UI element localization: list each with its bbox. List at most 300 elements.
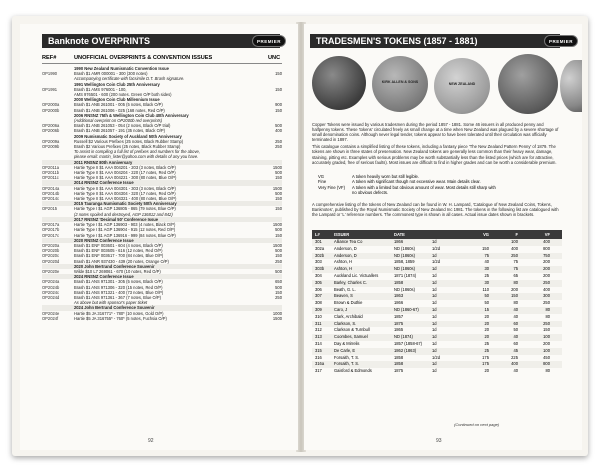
ref-cell: OP2024d [42,294,60,300]
ref-cell: OP2017c [42,232,60,238]
desc-cell: (Additional overprint on OP2000b red overprints) [74,118,163,124]
premier-logo-right: PREMIER [544,35,578,47]
lnum-cell: 302b [315,252,325,258]
token-row [312,334,562,341]
unc-cell: 150 [275,175,282,181]
issuer-cell: Anderson, D [334,252,357,258]
desc-cell: Brash $1 ANS 971361 - 367 (7 notes, Blue O/P) [74,294,161,300]
date-cell: 1858 [394,354,404,360]
desc-cell: Brash $2 Various Prefixes (25 notes, Black Rubber Stamp) [74,144,181,150]
vf-price-cell: 800 [543,245,550,251]
page-number-left: 92 [148,438,154,444]
grade-description: no obvious defects. [352,189,389,195]
date-cell: 1858 [394,361,404,367]
date-cell: 1862 (1863) [394,347,417,353]
desc-cell: Hartie Type II $1 AAA 004204 - 220 (17 notes, Red O/P) [74,170,176,176]
grade-label: Very Fine (VF) [318,184,345,190]
desc-cell: Wilde $10 L7 269061 - 670 (10 notes, Red O/P) [74,268,161,274]
desc-cell: Brash $1 ANB 261053 - 054 (2 notes, Black O/P trial) [74,123,171,129]
tokens-table-header [312,230,562,239]
desc-cell: 2024 RNSNZ Conference Issue [74,274,134,280]
date-cell: 1865 [394,327,404,333]
issuer-cell: Forsaith, T. S. [334,361,360,367]
f-price-cell: 75 [513,259,518,265]
desc-cell: Brash $1 ANS 971321 - 400 (73 notes, Blue O/P) [74,289,164,295]
vg-price-cell: 50 [484,300,489,306]
col-issuer: ISSUER [334,232,350,237]
ref-cell: OP2024a [42,279,60,285]
desc-cell: AMS 976501 - 600 (200 notes. Green O/P both sides) [74,92,172,98]
f-price-cell: 40 [513,334,518,340]
unc-cell: 1000 [272,310,282,316]
unc-cell: 500 [275,268,282,274]
desc-cell: 2015 Tauranga Numismatic Society 50th Anniversary [74,201,177,207]
desc-cell: 1990 New Zealand Numismatic Convention Issue [74,66,169,71]
lnum-cell: 310 [315,313,322,319]
token-row [312,273,562,280]
ref-cell: OP2009b [42,144,60,150]
date-cell: 1858 [394,279,404,285]
col-vf: VF [544,232,550,237]
vf-price-cell: 250 [543,300,550,306]
premier-logo: PREMIER [252,35,286,47]
token-row [312,348,562,355]
desc-cell: Brash $1 ANB 261006 - 025 (168 notes, Red O/P) [74,107,165,113]
denomination-cell: 1d [432,293,437,299]
lnum-cell: 317 [315,368,322,374]
issuer-cell: Brown & Duthie [334,300,363,306]
token-row [312,355,562,362]
desc-cell: 2017 RNSNZ 'Decimal 50' Conference Issue [74,216,159,222]
lnum-cell: 307 [315,293,322,299]
issuer-cell: Beaven, S [334,293,353,299]
denomination-cell: 1d [432,320,437,326]
unc-cell: 250 [275,294,282,300]
unc-cell: 150 [275,289,282,295]
desc-cell: 2024 John Bertrand Conference Souvenir [74,305,155,311]
issuer-cell: Clark, Archibald [334,313,363,319]
date-cell: ND (1860s) [394,266,415,272]
issuer-cell: Anderson, D [334,245,357,251]
ref-cell: OP2006b [42,128,60,134]
issuer-cell: De Carle, E [334,347,356,353]
vg-price-cell: 20 [484,320,489,326]
token-row [312,287,562,294]
desc-cell: 2011 RNSNZ 80th Anniversary [74,159,133,165]
unc-cell: 500 [275,284,282,290]
desc-cell: Brash $1 AMR 000001 - 300 (300 notes) [74,71,148,77]
token-row [312,259,562,266]
unc-cell: 1500 [272,164,282,170]
vg-price-cell: 20 [484,327,489,333]
token-row [312,253,562,260]
denomination-cell: 1d [432,327,437,333]
date-cell: 1866 [394,300,404,306]
unc-cell: 500 [275,170,282,176]
issuer-cell: Clarkson & Turnbull [334,327,370,333]
unc-cell: 250 [275,258,282,264]
token-photos [312,54,574,118]
issuer-cell: Gaisford & Edmonds [334,368,372,374]
page-number-right: 93 [436,438,442,444]
desc-cell: Hartie Type I $1 AGP 136903 - 903 (4 notes, Black O/P) [74,222,176,228]
grade-label: Fine [318,179,327,185]
denomination-cell: 1d [432,266,437,272]
desc-cell: Brash $1 ENF 003617 - 700 (84 notes, Blue O/P) [74,253,164,259]
vf-price-cell: 300 [543,293,550,299]
denomination-cell: 1d [432,368,437,374]
token-row [312,314,562,321]
unc-cell: 900 [275,102,282,108]
token-row [312,300,562,307]
ref-cell: OP2014c [42,196,60,202]
lnum-cell: 315 [315,347,322,353]
ref-cell: OP2020a [42,242,60,248]
ref-cell: OP2020d [42,258,60,264]
ref-cell: OP2000b [42,107,60,113]
desc-cell: Brash $1 ANS 971301 - 305 (5 notes, Black O/P) [74,279,163,285]
f-price-cell: 60 [513,320,518,326]
issuer-cell: Forsaith, T. S. [334,354,360,360]
right-section-title: TRADESMEN'S TOKENS (1857 - 1881) [310,34,560,48]
ref-cell: OP2006a [42,123,60,129]
desc-cell: Brash $1 ENF 003605 - 616 (12 notes, Red O/P) [74,248,163,254]
vg-price-cell: 20 [484,334,489,340]
grade-description: A token heavily worn but still legible. [352,174,420,179]
date-cell: 1857 [394,313,404,319]
ref-cell: OP2020b [42,248,60,254]
desc-cell: Hartie Type II $1 AAA 004301 - 303 (3 notes, Black O/P) [74,185,176,191]
issuer-cell: Beath, G. L. [334,286,356,292]
denomination-cell: 1d [432,334,437,340]
intro-paragraph: This catalogue contains a simplified listing of these tokens, including a fantasy piece 'The New Zealand Pattern Penny' of 1879. The tokens are shown in three states of preservation. New Zealand tokens are generally less common than their heavy wear, damage, staining, pitting etc. Examples with serious problems may be worth substantially less than the listed prices (which are for attractive, accurately graded, free of serious faults). Most issues are difficult to find in higher grades and can be worth a considerable premium. [312,144,557,165]
f-price-cell: 200 [511,286,518,292]
overprints-table-header [42,54,282,64]
lnum-cell: 316a [315,361,325,367]
desc-cell: 2009 Numismatic Society of Auckland 50th Anniversary [74,133,182,139]
vf-price-cell: 150 [543,327,550,333]
f-price-cell: 250 [511,252,518,258]
vg-price-cell: 25 [484,340,489,346]
ref-cell: OP2014b [42,190,60,196]
unc-cell: 150 [275,232,282,238]
vf-price-cell: 200 [543,259,550,265]
date-cell: ND (1860s) [394,286,415,292]
vg-price-cell: 25 [484,272,489,278]
unc-cell: 150 [275,196,282,202]
f-price-cell: 225 [511,354,518,360]
lnum-cell: 302a [315,245,325,251]
lnum-cell: 311 [315,320,322,326]
f-price-cell: 75 [513,266,518,272]
token-image [498,54,558,114]
ref-cell: OP2024c [42,289,60,295]
issuer-cell: Auckland Lic. Victuallers [334,272,379,278]
vg-price-cell: 150 [482,245,489,251]
f-price-cell: 65 [513,272,518,278]
date-cell: 1863 [394,293,404,299]
right-page [304,24,582,450]
vf-price-cell: 80 [545,313,550,319]
f-price-cell: 100 [511,239,518,244]
issuer-cell: Ashton, H [334,259,352,265]
desc-cell: please email: martin_lister@yahoo.com with details of any you have. [74,154,199,160]
desc-column-header: UNOFFICIAL OVERPRINTS & CONVENTION ISSUES [74,55,213,61]
vg-price-cell: 40 [484,259,489,265]
f-price-cell: 45 [513,347,518,353]
desc-cell: Accompanying certificate with facsimile D.T. Brash signature. [74,76,185,82]
f-price-cell: 40 [513,306,518,312]
token-image: KIRK ALLEN & SONS [372,56,428,112]
lnum-cell: 303 [315,259,322,265]
col-date: DATE [394,232,405,237]
denomination-cell: 1d [432,347,437,353]
desc-cell: Hartie Type I $1 AGP 136916 - 999 (84 notes, Blue O/P) [74,232,176,238]
vf-price-cell: 100 [543,347,550,353]
vf-price-cell: 750 [543,252,550,258]
vf-price-cell: 400 [543,239,550,244]
unc-column-header: UNC [268,55,281,61]
tokens-table [312,230,562,375]
catalogue-reference-note: A comprehensive listing of the tokens of New Zealand can be found in W. H. Lampard, 'Catalogue of New Zealand Coins, Tokens, Banknotes', published by the Royal Numismatic Society of New Zealand Inc 1981. The tokens in the following list are catalogued with the Lampard or 'L' reference numbers. The commonest type is shown in all cases. Actual issue dates shown in brackets. [312,202,559,218]
token-row [312,327,562,334]
desc-cell: Hartie Type I $1 AGP 136805 - 865 (79 notes, Blue O/P) [74,206,176,212]
continued-note: (Continued on next page) [454,422,500,427]
ref-cell: OP2020c [42,253,60,259]
date-cell: 1871 (1874) [394,272,417,278]
left-page [20,24,298,450]
tokens-table-body [312,239,562,375]
f-price-cell: 40 [513,313,518,319]
desc-cell: Brash $1 ANB 261001 - 005 (5 notes, Black O/P) [74,102,163,108]
denomination-cell: 1d [432,340,437,346]
vg-price-cell: 175 [482,354,489,360]
denomination-cell: 1/2d [432,354,440,360]
token-image: NEW ZEALAND [434,58,490,114]
desc-cell: 1991 Wellington Coin Club 25th Anniversary [74,81,160,87]
unc-cell: 250 [275,138,282,144]
f-price-cell: 400 [511,245,518,251]
date-cell: ND (1874) [394,334,413,340]
intro-paragraph: Copper Tokens were issued by various tradesmen during the period 1857 - 1881. Some 46 issuers in all produced penny and halfpenny tokens. These 'tokens' circulated freely as small change at a time when New Zealand was plagued by a severe shortage of small denomination coins. Although never legal tender, tokens appear to have been tolerated until their circulation was officially terminated in 1897. [312,122,559,143]
vg-price-cell: 175 [482,361,489,367]
denomination-cell: 1/2d [432,259,440,265]
date-cell: ND (1860-67) [394,306,419,312]
vg-price-cell: 20 [484,368,489,374]
f-price-cell: 40 [513,368,518,374]
desc-cell: Hartie $5 JA 316771* - 780* (10 notes, Gold O/P) [74,310,164,316]
ref-cell: OP2009a [42,138,60,144]
ref-cell: OP2011c [42,175,59,181]
unc-cell: 150 [275,206,282,212]
ref-cell: OP2024f [42,315,59,321]
denomination-cell: 1d [432,300,437,306]
desc-cell: Hartie $5 JA 316755* - 760* (5 notes, Fuchsia O/P) [74,315,167,321]
ref-cell: OP2011b [42,170,59,176]
vf-price-cell: 800 [543,361,550,367]
lnum-cell: 305 [315,279,322,285]
unc-cell: 650 [275,279,282,285]
unc-cell: 250 [275,144,282,150]
desc-cell: 2020 John Bertrand Conference Souvenir [74,263,155,269]
open-book [12,16,588,456]
col-vg: VG [483,232,489,237]
f-price-cell: 50 [513,327,518,333]
issuer-cell: Barley, Charles C. [334,279,367,285]
ref-cell: OP2024b [42,284,60,290]
ref-cell: OP2000a [42,102,60,108]
date-cell: 1875 [394,368,404,374]
vf-price-cell: 450 [543,354,550,360]
vf-price-cell: 200 [543,266,550,272]
denomination-cell: 1d [432,361,437,367]
desc-cell: Russell $2 Various Prefixes (25 notes, Black Rubber Stamp) [74,138,184,144]
desc-cell: Brash $1 ANB 261057 - 191 (35 notes, Black O/P) [74,128,166,134]
ref-cell: OP2024e [42,310,60,316]
ref-cell: OP1990 [42,71,58,77]
desc-cell: As above but with sponsor's paper ticket [74,300,148,306]
lnum-cell: 304 [315,272,322,278]
denomination-cell: 1/2d [432,245,440,251]
vf-price-cell: 80 [545,306,550,312]
grade-description: A token with significant though not excessive wear. Main details clear. [352,179,481,185]
unc-cell: 500 [275,227,282,233]
desc-cell: Hartie Type II $1 AAA 004201 - 203 (3 notes, Black O/P) [74,164,176,170]
vg-price-cell: 25 [484,347,489,353]
token-image [560,60,582,112]
desc-cell: Brash $1 ANS 971306 - 320 (15 notes, Red O/P) [74,284,163,290]
desc-cell: 2014 RNSNZ Conference Issue [74,180,134,186]
lnum-cell: 313 [315,334,322,340]
tokens-introduction [312,122,562,167]
f-price-cell: 80 [513,300,518,306]
ref-cell: OP2017a [42,222,60,228]
desc-cell: To assist in compiling a full list of prefixes and numbers for the above, [74,149,200,155]
token-row [312,307,562,314]
vg-price-cell: 75 [484,252,489,258]
issuer-cell: Alliance Tea Co [334,239,363,244]
ref-column-header: REF# [42,55,57,61]
ref-cell: OP2020e [42,268,60,274]
lnum-cell: 309 [315,306,322,312]
f-price-cell: 80 [513,279,518,285]
grade-description: A token with a limited but obvious amount of wear. Most details still sharp with [352,184,496,190]
denomination-cell: 1d [432,286,437,292]
issuer-cell: Caro, J [334,306,348,312]
vf-price-cell: 100 [543,334,550,340]
token-row [312,368,562,375]
overprints-list [42,66,282,321]
unc-cell: 150 [275,253,282,259]
desc-cell: Brash $1 ANR 937430 - 439 (20 notes, Orange O/P) [74,258,169,264]
lnum-cell: 314 [315,340,322,346]
token-row [312,239,562,246]
desc-cell: 2006 RNSNZ 75th & Wellington Coin Club 40th Anniversary [74,112,189,118]
grade-label: VG [318,174,325,179]
token-row [312,280,562,287]
denomination-cell: 1d [432,313,437,319]
vf-price-cell: 80 [545,368,550,374]
token-row [312,361,562,368]
token-row [312,293,562,300]
vf-price-cell: 400 [543,286,550,292]
denomination-cell: 1d [432,279,437,285]
grade-legend [312,174,562,195]
unc-cell: 150 [275,107,282,113]
vg-price-cell: 30 [484,279,489,285]
unc-cell: 150 [275,71,282,77]
ref-cell: OP2017b [42,227,60,233]
ref-cell: OP2015 [42,206,58,212]
desc-cell: 2020 RNSNZ Conference Issue [74,237,134,243]
issuer-cell: Coombes, Samuel [334,334,368,340]
left-section-title: Banknote OVERPRINTS [42,34,280,48]
desc-cell: Hartie Type II $1 AAA 004221 - 300 (80 notes, Blue O/P) [74,175,177,181]
desc-cell: 2000 Wellington Coin Club Millennium Issue [74,97,160,103]
desc-cell: Hartie Type I $1 AGP 136904 - 915 (12 notes, Red O/P) [74,227,176,233]
unc-cell: 400 [275,128,282,134]
vf-price-cell: 200 [543,272,550,278]
vf-price-cell: 250 [543,320,550,326]
denomination-cell: 1d [432,252,437,258]
denomination-cell: 1d [432,272,437,278]
unc-cell: 500 [275,248,282,254]
token-row [312,341,562,348]
issuer-cell: Ashton, H [334,266,352,272]
ref-cell: OP1991 [42,86,58,92]
unc-cell: 1500 [272,185,282,191]
desc-cell: Hartie Type II $1 AAA 004321 - 400 (80 notes, Blue O/P) [74,196,177,202]
desc-cell: (2 notes spoiled and destroyed, AGP 136812 and 842) [74,211,173,217]
lnum-cell: 316 [315,354,322,360]
ref-cell: OP2014a [42,185,60,191]
vg-price-cell: 20 [484,313,489,319]
overprint-row [42,316,282,321]
unc-cell: 1500 [272,315,282,321]
date-cell: 1858, 1859 [394,259,415,265]
date-cell: 1875 [394,320,404,326]
unc-cell: 1500 [272,222,282,228]
vf-price-cell: 200 [543,340,550,346]
denomination-cell: 1d [432,306,437,312]
desc-cell: Brash $1 ENF 003601 - 604 (4 notes, Black O/P) [74,242,163,248]
lnum-cell: 308 [315,300,322,306]
lnum-cell: 303b [315,266,325,272]
token-row [312,266,562,273]
unc-cell: 150 [275,86,282,92]
vg-price-cell: 110 [482,286,489,292]
lnum-cell: 306 [315,286,322,292]
issuer-cell: Clarkson, S. [334,320,357,326]
issuer-cell: Day & Mirrelis [334,340,360,346]
desc-cell: Hartie Type II $1 AAA 004304 - 320 (17 notes, Red O/P) [74,190,176,196]
col-f: F [515,232,518,237]
col-lnum: L# [315,232,320,237]
date-cell: ND (1860s) [394,252,415,258]
lnum-cell: 312 [315,327,322,333]
denomination-cell: 1d [432,239,437,244]
lnum-cell: 301 [315,239,322,244]
date-cell: ND (1860s) [394,245,415,251]
token-image [312,56,366,110]
f-price-cell: 400 [511,361,518,367]
f-price-cell: 150 [511,293,518,299]
unc-cell: 500 [275,123,282,129]
ref-cell: OP2011a [42,164,59,170]
unc-cell: 1500 [272,242,282,248]
vg-price-cell: 30 [484,266,489,272]
desc-cell: Brash $1 AMS 976001 - 100, [74,86,127,92]
